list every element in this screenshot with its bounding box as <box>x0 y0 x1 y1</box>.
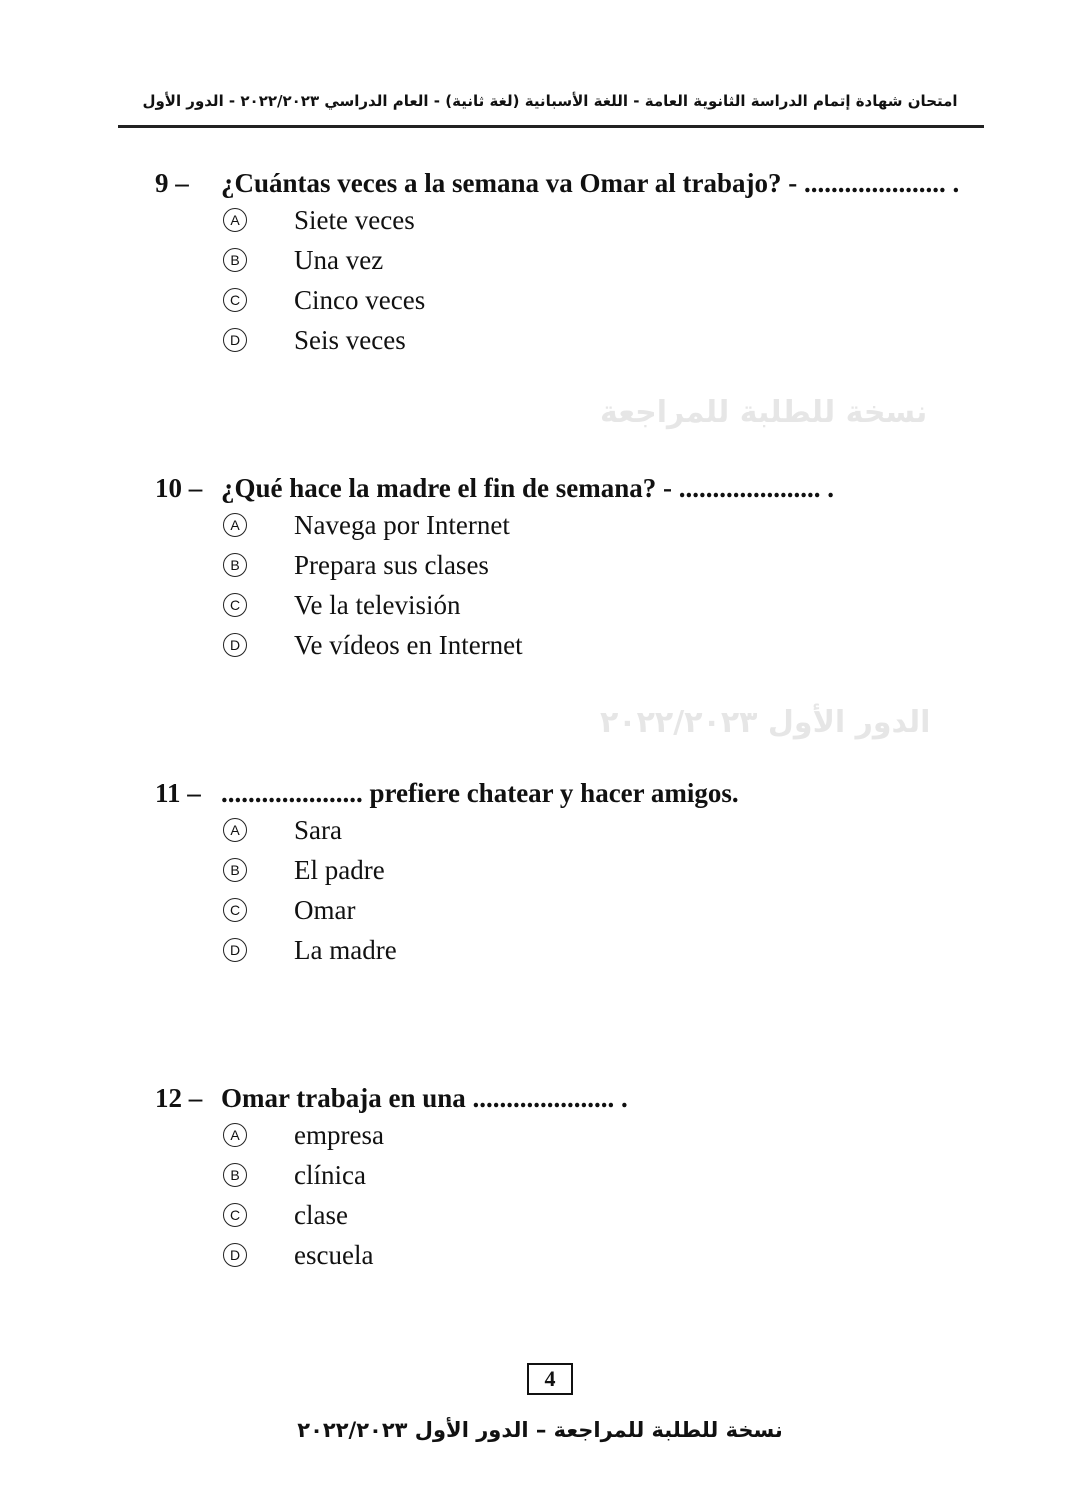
option-text: Seis veces <box>294 325 406 355</box>
option-text: Ve la televisión <box>294 590 461 620</box>
answer-option[interactable] <box>223 1115 628 1155</box>
answer-option[interactable] <box>223 890 739 930</box>
option-letter-circle[interactable]: C <box>223 1203 247 1227</box>
answer-option[interactable] <box>223 1195 628 1235</box>
option-text: clase <box>294 1200 348 1230</box>
exam-header: امتحان شهادة إتمام الدراسة الثانوية العامة - اللغة الأسبانية (لغة ثانية) - العام الدراسي ٢٠٢٢/٢٠٢٣ - الدور الأول <box>142 92 958 110</box>
watermark-text: نسخة للطلبة للمراجعة <box>600 395 928 430</box>
question-text: ¿Cuántas veces a la semana va Omar al trabajo? - ..................... . <box>221 168 960 198</box>
question-number: 10 – <box>155 473 203 503</box>
option-letter-circle[interactable]: D <box>223 1243 247 1267</box>
option-letter-circle[interactable]: A <box>223 818 247 842</box>
option-letter-circle[interactable]: B <box>223 1163 247 1187</box>
question-number: 9 – <box>155 168 189 198</box>
option-text: Omar <box>294 895 356 925</box>
question-text: ..................... prefiere chatear y hacer amigos. <box>221 778 739 808</box>
answer-option[interactable] <box>223 585 834 625</box>
question-stem <box>155 166 959 200</box>
answer-option[interactable] <box>223 810 739 850</box>
option-text: Ve vídeos en Internet <box>294 630 523 660</box>
answer-option[interactable] <box>223 320 959 360</box>
question-text: ¿Qué hace la madre el fin de semana? - ..................... . <box>221 473 834 503</box>
answer-option[interactable] <box>223 1155 628 1195</box>
option-letter-circle[interactable]: C <box>223 288 247 312</box>
option-letter-circle[interactable]: D <box>223 938 247 962</box>
footer-text: نسخة للطلبة للمراجعة – الدور الأول ٢٠٢٢/٢٠٢٣ <box>297 1418 783 1442</box>
answer-option[interactable] <box>223 930 739 970</box>
option-letter-circle[interactable]: D <box>223 633 247 657</box>
question <box>155 1081 628 1275</box>
question-number: 11 – <box>155 778 201 808</box>
answer-option[interactable] <box>223 505 834 545</box>
option-text: Cinco veces <box>294 285 426 315</box>
option-letter-circle[interactable]: A <box>223 1123 247 1147</box>
option-letter-circle[interactable]: A <box>223 513 247 537</box>
option-letter-circle[interactable]: A <box>223 208 247 232</box>
answer-option[interactable] <box>223 545 834 585</box>
option-text: escuela <box>294 1240 374 1270</box>
watermark-text: الدور الأول ٢٠٢٢/٢٠٢٣ <box>600 705 931 740</box>
option-letter-circle[interactable]: C <box>223 593 247 617</box>
question-stem <box>155 776 739 810</box>
option-letter-circle[interactable]: B <box>223 248 247 272</box>
question-number: 12 – <box>155 1083 203 1113</box>
option-text: Siete veces <box>294 205 415 235</box>
option-letter-circle[interactable]: B <box>223 553 247 577</box>
question <box>155 471 834 665</box>
option-text: Prepara sus clases <box>294 550 489 580</box>
option-text: Una vez <box>294 245 384 275</box>
header-divider <box>118 125 984 128</box>
option-text: Sara <box>294 815 342 845</box>
option-text: Navega por Internet <box>294 510 510 540</box>
question <box>155 776 739 970</box>
answer-option[interactable] <box>223 850 739 890</box>
answer-option[interactable] <box>223 280 959 320</box>
question-stem <box>155 1081 628 1115</box>
option-text: empresa <box>294 1120 384 1150</box>
option-text: La madre <box>294 935 397 965</box>
question-stem <box>155 471 834 505</box>
answer-option[interactable] <box>223 1235 628 1275</box>
option-text: El padre <box>294 855 385 885</box>
option-letter-circle[interactable]: B <box>223 858 247 882</box>
option-letter-circle[interactable]: D <box>223 328 247 352</box>
question <box>155 166 959 360</box>
page-number: 4 <box>527 1363 573 1395</box>
answer-option[interactable] <box>223 240 959 280</box>
option-text: clínica <box>294 1160 366 1190</box>
option-letter-circle[interactable]: C <box>223 898 247 922</box>
question-text: Omar trabaja en una ..................... . <box>221 1083 628 1113</box>
answer-option[interactable] <box>223 200 959 240</box>
answer-option[interactable] <box>223 625 834 665</box>
